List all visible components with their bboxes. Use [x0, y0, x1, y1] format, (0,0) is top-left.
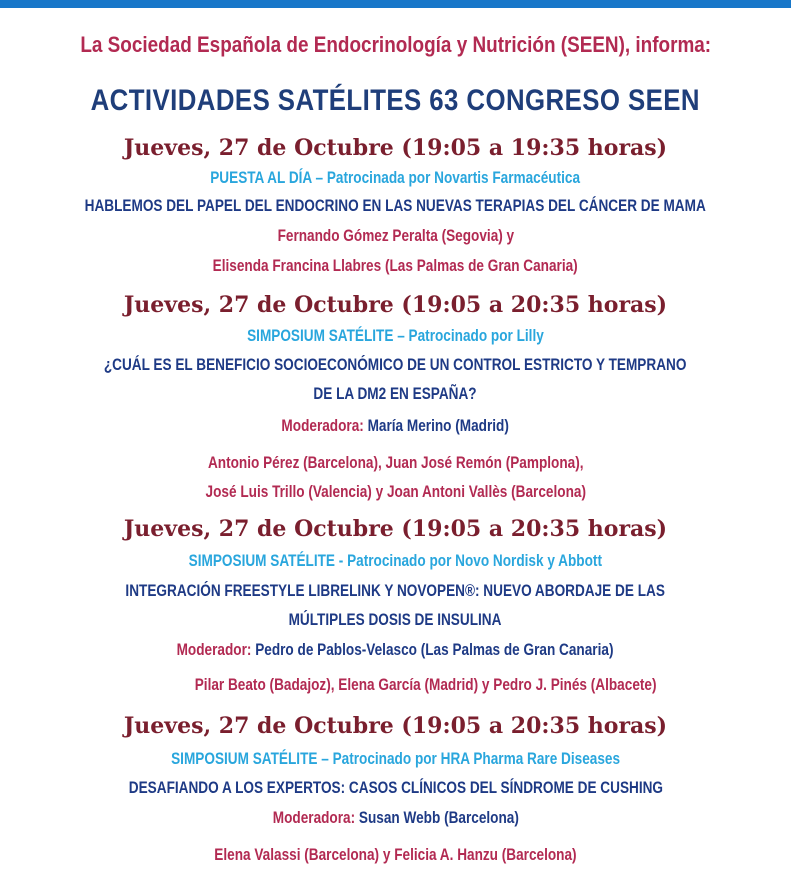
session-2-speaker-line-2: José Luis Trillo (Valencia) y Joan Antoni Vallès (Barcelona): [205, 482, 586, 501]
moderator-name: Pedro de Pablos-Velasco (Las Palmas de Gran Canaria): [255, 640, 614, 659]
page-title: ACTIVIDADES SATÉLITES 63 CONGRESO SEEN: [90, 84, 701, 117]
session-3-speaker-line-1: Pilar Beato (Badajoz), Elena García (Madrid) y Pedro J. Pinés (Albacete): [194, 675, 657, 694]
session-3-date: Jueves, 27 de Octubre (19:05 a 20:35 horas): [123, 516, 668, 542]
session-4-date: Jueves, 27 de Octubre (19:05 a 20:35 horas): [123, 713, 668, 739]
moderator-name: Susan Webb (Barcelona): [358, 808, 519, 827]
session-1-speaker-line-1: Fernando Gómez Peralta (Segovia) y: [277, 226, 514, 245]
moderator-label: Moderadora:: [281, 416, 365, 435]
session-2-date: Jueves, 27 de Octubre (19:05 a 20:35 horas): [123, 292, 668, 318]
session-2-talk-title-line-1: ¿CUÁL ES EL BENEFICIO SOCIOECONÓMICO DE UN CONTROL ESTRICTO Y TEMPRANO: [104, 355, 687, 374]
session-4-moderator: [0, 808, 791, 828]
session-1-talk-title: HABLEMOS DEL PAPEL DEL ENDOCRINO EN LAS NUEVAS TERAPIAS DEL CÁNCER DE MAMA: [84, 196, 707, 215]
session-3-moderator: [0, 640, 791, 660]
session-3-talk-title-line-1: INTEGRACIÓN FREESTYLE LIBRELINK Y NOVOPEN®: NUEVO ABORDAJE DE LAS: [125, 581, 666, 600]
session-2-talk-title-line-2: DE LA DM2 EN ESPAÑA?: [313, 384, 478, 403]
moderator-label: Moderador:: [177, 640, 252, 659]
session-3-talk-title-line-2: MÚLTIPLES DOSIS DE INSULINA: [289, 610, 502, 629]
intro-text: La Sociedad Española de Endocrinología y Nutrición (SEEN), informa:: [80, 32, 711, 57]
session-4-sponsor: SIMPOSIUM SATÉLITE – Patrocinado por HRA Pharma Rare Diseases: [171, 749, 620, 768]
top-accent-bar: [0, 0, 791, 8]
session-2-moderator: [0, 416, 791, 436]
session-3-sponsor: SIMPOSIUM SATÉLITE - Patrocinado por Novo Nordisk y Abbott: [188, 551, 603, 570]
session-4-speaker-line-1: Elena Valassi (Barcelona) y Felicia A. Hanzu (Barcelona): [214, 845, 577, 864]
moderator-name: María Merino (Madrid): [367, 416, 510, 435]
moderator-label: Moderadora:: [272, 808, 355, 827]
session-1-sponsor: PUESTA AL DÍA – Patrocinada por Novartis Farmacéutica: [210, 168, 581, 187]
session-4-talk-title: DESAFIANDO A LOS EXPERTOS: CASOS CLÍNICOS DEL SÍNDROME DE CUSHING: [128, 778, 663, 797]
session-1-speaker-line-2: Elisenda Francina Llabres (Las Palmas de Gran Canaria): [212, 256, 579, 275]
session-2-speaker-line-1: Antonio Pérez (Barcelona), Juan José Remón (Pamplona),: [207, 453, 584, 472]
session-2-sponsor: SIMPOSIUM SATÉLITE – Patrocinado por Lilly: [247, 326, 544, 345]
session-1-date: Jueves, 27 de Octubre (19:05 a 19:35 horas): [123, 135, 668, 161]
